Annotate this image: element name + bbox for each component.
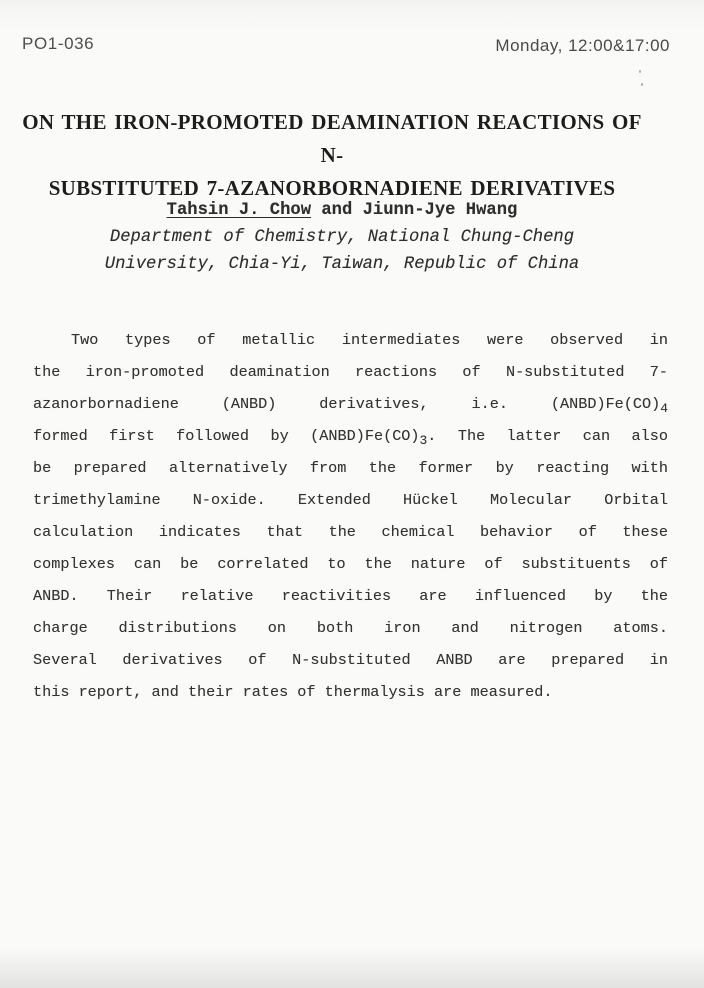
abstract-line: this report, and their rates of thermalysis are measured. [33, 683, 553, 701]
abstract-line: trimethylamine N-oxide. Extended Hückel Molecular Orbital [33, 491, 668, 509]
abstract-line: calculation indicates that the chemical behavior of these [33, 523, 668, 541]
abstract-line: be prepared alternatively from the former by reacting with [33, 459, 668, 477]
affiliation-line1: Department of Chemistry, National Chung-Cheng [109, 228, 575, 247]
paper-title-line1: ON THE IRON-PROMOTED DEAMINATION REACTIONS OF N- [22, 110, 642, 167]
paper-title-line2: SUBSTITUTED 7-AZANORBORNADIENE DERIVATIVES [48, 176, 616, 200]
abstract-line: azanorbornadiene (ANBD) derivatives, i.e. $(ANBD)Fe(CO)_4$ [33, 395, 668, 417]
poster-code: PO1-036 [22, 34, 95, 53]
author-coauthors: and Jiunn-Jye Hwang [311, 201, 518, 220]
authors-line [10, 197, 674, 224]
byline [10, 197, 674, 278]
scan-artifact-dot [641, 83, 643, 86]
paper-title [20, 106, 644, 205]
session-schedule: Monday, 12:00&17:00 [495, 36, 670, 55]
abstract-line: formed first followed by $(ANBD)Fe(CO)_3$. The latter can also [33, 427, 668, 449]
scan-artifact-dot [639, 70, 641, 73]
abstract-line: charge distributions on both iron and nitrogen atoms. [33, 619, 668, 637]
abstract-line: Several derivatives of N-substituted ANBD are prepared in [33, 651, 668, 669]
abstract-line: ANBD. Their relative reactivities are influenced by the [33, 587, 668, 605]
author-presenting: Tahsin J. Chow [166, 201, 312, 220]
abstract-line: Two types of metallic intermediates were observed in [71, 331, 668, 349]
abstract-line: complexes can be correlated to the nature of substituents of [33, 555, 668, 573]
abstract [33, 324, 668, 708]
abstract-line: the iron-promoted deamination reactions of N-substituted 7- [33, 363, 668, 381]
affiliation-line2: University, Chia-Yi, Taiwan, Republic of China [104, 255, 580, 274]
